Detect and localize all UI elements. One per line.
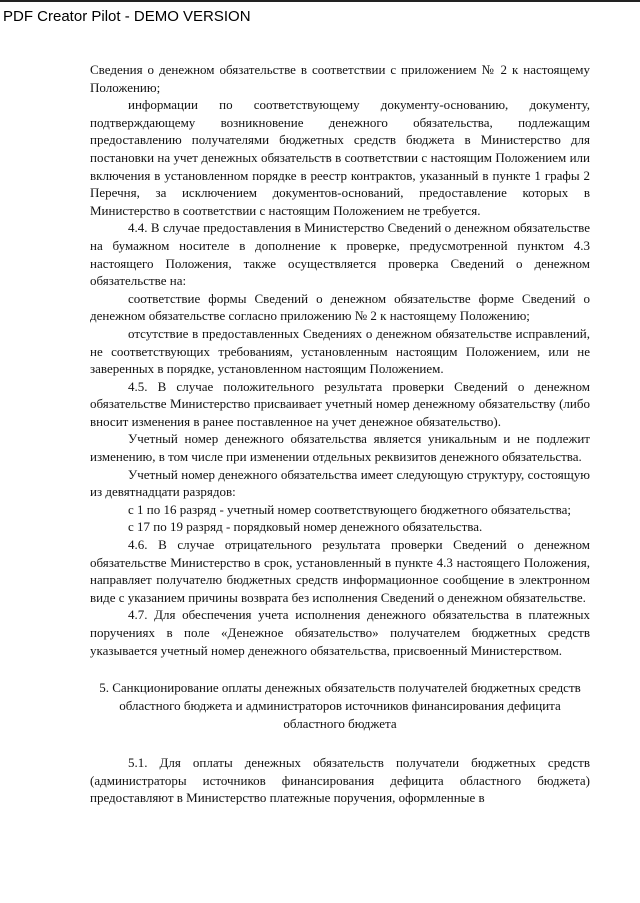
paragraph: с 17 по 19 разряд - порядковый номер денежного обязательства. — [128, 519, 483, 535]
paragraph: Сведения о денежном обязательстве в соответствии с приложением № 2 к настоящему Положению; — [90, 62, 590, 95]
paragraph: с 1 по 16 разряд - учетный номер соответствующего бюджетного обязательства; — [128, 501, 572, 517]
paragraph: соответствие формы Сведений о денежном обязательстве форме Сведений о денежном обязательстве согласно приложению № 2 к настоящему Положению; — [90, 290, 590, 324]
section-heading: 5. Санкционирование оплаты денежных обязательств получателей бюджетных средств областного бюджета и администраторов источников финансирования дефицита областного бюджета — [99, 680, 581, 732]
paragraph: отсутствие в предоставленных Сведениях о денежном обязательстве исправлений, не соответствующих требованиям, установленным настоящим Положением, или не заверенных в порядке, установленном настоящим Положением. — [90, 325, 590, 377]
document-page — [90, 61, 590, 807]
paragraph: Учетный номер денежного обязательства имеет следующую структуру, состоящую из девятнадцати разрядов: — [90, 466, 590, 500]
paragraph: 4.7. Для обеспечения учета исполнения денежного обязательства в платежных поручениях в поле «Денежное обязательство» получателем бюджетных средств указывается учетный номер денежного обязательства, присвоенный Министерством. — [90, 607, 590, 658]
paragraph: 4.6. В случае отрицательного результата проверки Сведений о денежном обязательстве Министерство в срок, установленный в пункте 4.3 настоящего Положения, направляет получателю бюджетных средств информационное сообщение в электронном виде с указанием причины возврата без исполнения Сведений о денежном обязательстве. — [90, 537, 590, 605]
paragraph: 4.4. В случае предоставления в Министерство Сведений о денежном обязательстве на бумажном носителе в дополнение к проверке, предусмотренной пунктом 4.3 настоящего Положения, также осуществляется проверка Сведений о денежном обязательстве на: — [90, 220, 590, 289]
demo-watermark: PDF Creator Pilot - DEMO VERSION — [3, 8, 251, 25]
paragraph: информации по соответствующему документу-основанию, документу, подтверждающему возникновение денежного обязательства, подлежащим предоставлению получателями бюджетных средств бюджета в Министерство для постановки на учет денежных обязательств в соответствии с настоящим Положением или включения в установленном порядке в реестр контрактов, указанный в пункте 1 графы 2 Перечня, за исключением документов-оснований, предоставление которых в Министерство в соответствии с настоящим Положением не требуется. — [90, 97, 590, 218]
paragraph: 5.1. Для оплаты денежных обязательств получатели бюджетных средств (администраторы источников финансирования дефицита областного бюджета) предоставляют в Министерство платежные поручения, оформленные в — [90, 755, 590, 806]
paragraph: Учетный номер денежного обязательства является уникальным и не подлежит изменению, в том числе при изменении отдельных реквизитов денежного обязательства. — [90, 431, 590, 465]
paragraph: 4.5. В случае положительного результата проверки Сведений о денежном обязательстве Министерство присваивает учетный номер денежному обязательству (либо вносит изменения в ранее поставленное на учет денежное обязательство). — [90, 378, 590, 429]
